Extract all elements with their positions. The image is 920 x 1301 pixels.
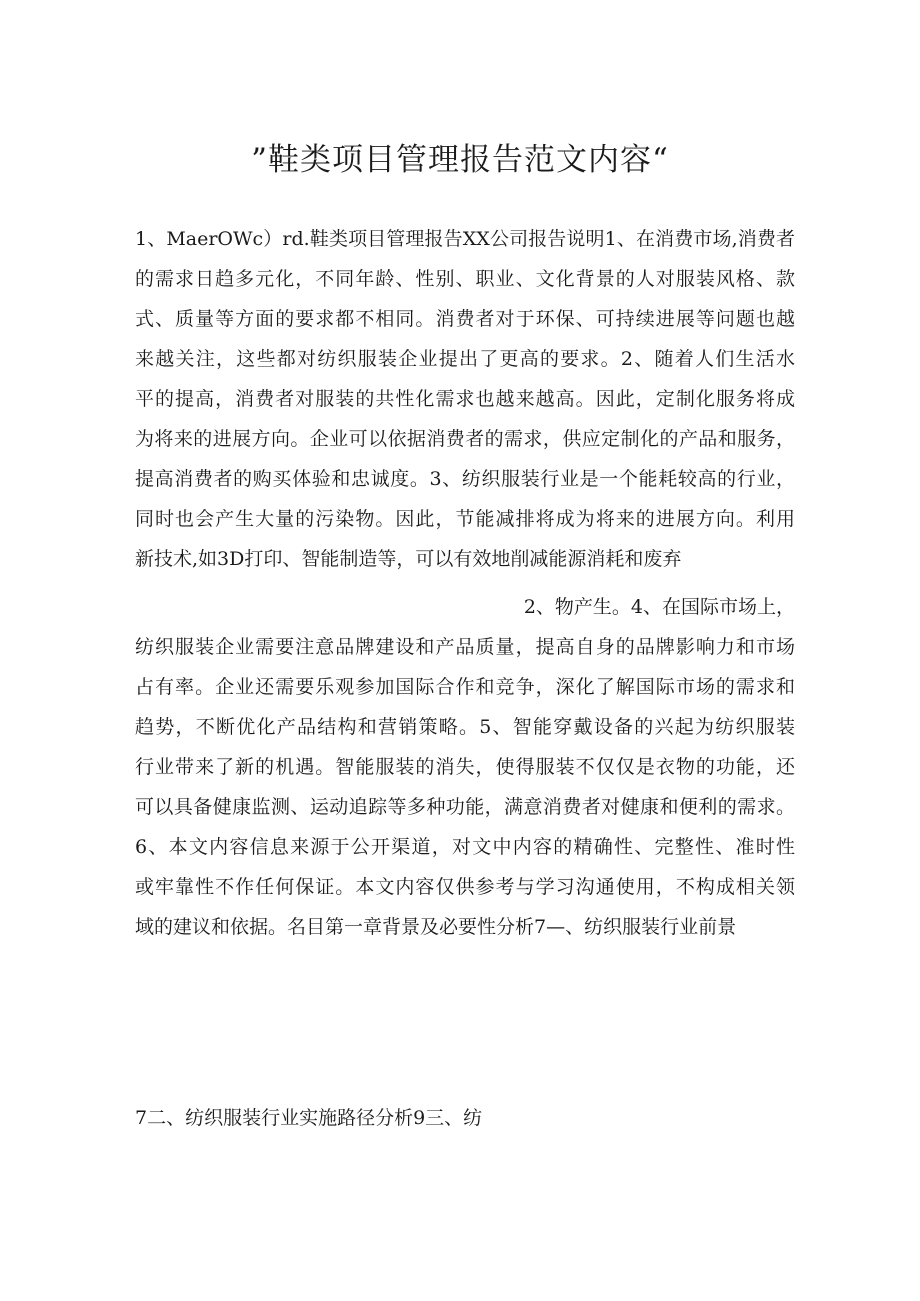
body-line: 域的建议和依据。名目第一章背景及必要性分析7—、纺织服装行业前景 — [135, 916, 737, 938]
body-line: 可以具备健康监测、运动追踪等多种功能，满意消费者对健康和便利的需求。 — [135, 796, 795, 818]
document-body — [135, 219, 795, 947]
body-line: 的需求日趋多元化，不同年龄、性别、职业、文化背景的人对服装风格、款 — [135, 268, 795, 290]
body-line: 或牢靠性不作任何保证。本文内容仅供参考与学习沟通使用，不构成相关领 — [135, 876, 795, 898]
body-line: 平的提高，消费者对服装的共性化需求也越来越高。因此，定制化服务将成 — [135, 388, 795, 410]
body-line: 趋势，不断优化产品结构和营销策略。5、智能穿戴设备的兴起为纺织服装 — [135, 716, 795, 738]
body-line: 行业带来了新的机遇。智能服装的消失，使得服装不仅仅是衣物的功能，还 — [135, 756, 795, 778]
body-line: 2、物产生。4、在国际市场上， — [523, 596, 795, 618]
body-line: 新技术,如3D打印、智能制造等，可以有效地削减能源消耗和废弃 — [135, 548, 682, 570]
body-line: 提高消费者的购买体验和忠诚度。3、纺织服装行业是一个能耗较高的行业， — [135, 468, 795, 490]
body-line: 1、MaerOWc）rd.鞋类项目管理报告XX公司报告说明1、在消费市场,消费者 — [135, 228, 795, 250]
body-line: 纺织服装企业需要注意品牌建设和产品质量，提高自身的品牌影响力和市场 — [135, 636, 795, 658]
body-line: 为将来的进展方向。企业可以依据消费者的需求，供应定制化的产品和服务， — [135, 428, 795, 450]
body-line: 来越关注，这些都对纺织服装企业提出了更高的要求。2、随着人们生活水 — [135, 348, 795, 370]
toc-continuation-line: 7二、纺织服装行业实施路径分析9三、纺 — [135, 1107, 483, 1129]
body-line: 同时也会产生大量的污染物。因此，节能减排将成为将来的进展方向。利用 — [135, 508, 795, 530]
body-line: 式、质量等方面的要求都不相同。消费者对于环保、可持续进展等问题也越 — [135, 308, 795, 330]
body-line: 6、本文内容信息来源于公开渠道，对文中内容的精确性、完整性、准时性 — [135, 836, 795, 858]
document-title: ”鞋类项目管理报告范文内容“ — [251, 142, 669, 178]
body-line: 占有率。企业还需要乐观参加国际合作和竞争，深化了解国际市场的需求和 — [135, 676, 795, 698]
